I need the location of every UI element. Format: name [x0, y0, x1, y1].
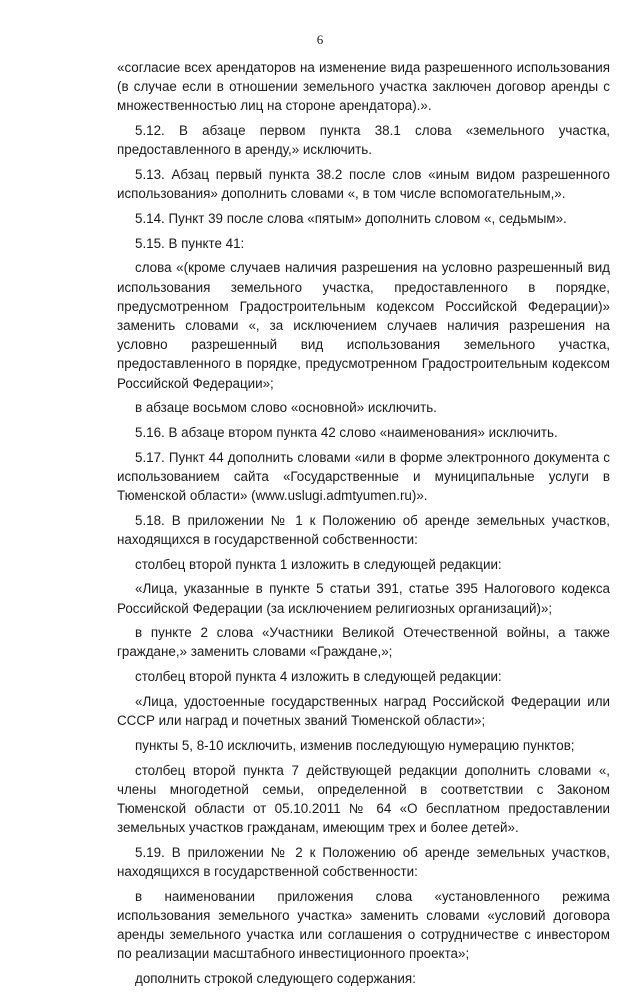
paragraph: в наименовании приложения слова «установленного режима использования земельного участка» заменить словами «условий договора аренды земельного участка или соглашения о сотрудничестве с инвестором по реализации масштабного инвестиционного проекта»;: [117, 888, 610, 962]
paragraph: 5.19. В приложении № 2 к Положению об аренде земельных участков, находящихся в государственной собственности:: [117, 844, 610, 880]
paragraph: в абзаце восьмом слово «основной» исключить.: [135, 400, 437, 416]
paragraph: «Лица, удостоенные государственных наград Российской Федерации или СССР или наград и почетных званий Тюменской области»;: [117, 693, 610, 729]
paragraph: 5.12. В абзаце первом пункта 38.1 слова «земельного участка, предоставленного в аренду,» исключить.: [117, 123, 610, 158]
paragraph: 5.18. В приложении № 1 к Положению об аренде земельных участков, находящихся в государственной собственности:: [117, 512, 610, 547]
paragraph: столбец второй пункта 7 действующей редакции дополнить словами «, члены многодетной семьи, определенной в соответствии с Законом Тюменской области от 05.10.2011 № 64 «О бесплатном предоставлении земельных участков гражданам, имеющим трех и более детей».: [117, 762, 610, 836]
paragraph: столбец второй пункта 1 изложить в следующей редакции:: [135, 556, 502, 572]
paragraph: 5.15. В пункте 41:: [135, 235, 245, 251]
paragraph: столбец второй пункта 4 изложить в следующей редакции:: [135, 669, 502, 685]
paragraph: 5.16. В абзаце втором пункта 42 слово «наименования» исключить.: [135, 424, 558, 440]
page-number: 6: [316, 32, 324, 47]
paragraph: «согласие всех арендаторов на изменение вида разрешенного использования (в случае если в отношении земельного участка заключен договор аренды с множественностью лиц на стороне арендатора).».: [117, 60, 610, 114]
paragraph: 5.17. Пункт 44 дополнить словами «или в форме электронного документа с использованием сайта «Государственные и муниципальные услуги в Тюменской области» (www.uslugi.admtyumen.ru)».: [117, 449, 610, 504]
paragraph: 5.14. Пункт 39 после слова «пятым» дополнить словом «, седьмым».: [135, 210, 567, 226]
paragraph: в пункте 2 слова «Участники Великой Отечественной войны, а также граждане,» заменить словами «Граждане,»;: [117, 625, 610, 660]
paragraph: слова «(кроме случаев наличия разрешения на условно разрешенный вид использования земельного участка, предоставленного в порядке, предусмотренном Градостроительным кодексом Российской Федерации)» заменить словами «, за исключением случаев наличия разрешения на условно разрешенный вид использования земельного участка, предоставленного в порядке, предусмотренном Градостроительным кодексом Российской Федерации»;: [117, 260, 610, 391]
paragraph: 5.13. Абзац первый пункта 38.2 после слов «иным видом разрешенного использования» дополнить словами «, в том числе вспомогательным,».: [117, 167, 610, 202]
paragraph: дополнить строкой следующего содержания:: [135, 971, 416, 987]
paragraph: «Лица, указанные в пункте 5 статьи 391, статье 395 Налогового кодекса Российской Федерации (за исключением религиозных организаций)»;: [117, 581, 610, 616]
paragraph: пункты 5, 8-10 исключить, изменив последующую нумерацию пунктов;: [135, 737, 575, 753]
document-body: [117, 58, 610, 994]
